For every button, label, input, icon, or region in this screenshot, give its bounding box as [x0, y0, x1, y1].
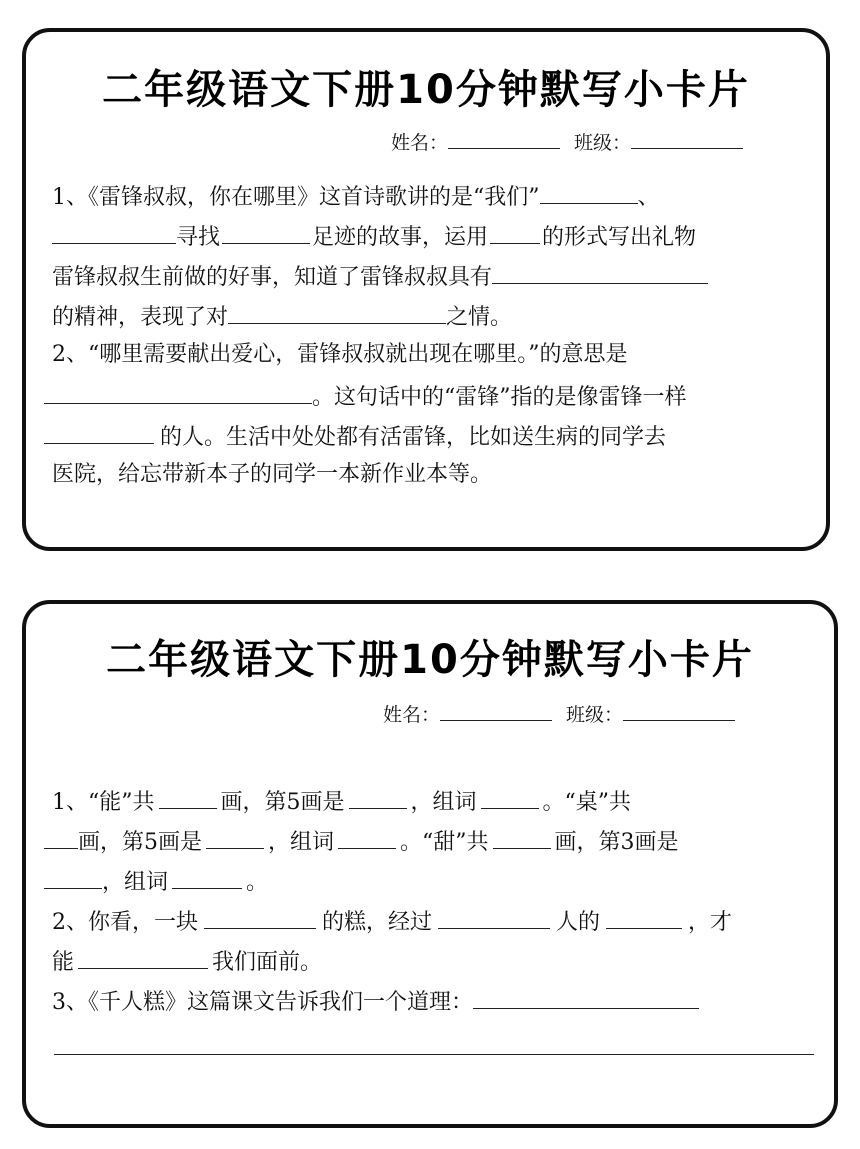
text: 的人。生活中处处都有活雷锋，比如送生病的同学去 [160, 425, 667, 450]
text: 2、你看，一块 [52, 910, 198, 935]
answer-blank[interactable] [44, 866, 102, 889]
text: 。 [246, 870, 269, 895]
text: 画，第3画是 [554, 830, 679, 855]
text: 。“甜”共 [400, 830, 489, 855]
text: 足迹的故事，运用 [312, 225, 489, 250]
question-2-line-2 [52, 946, 322, 974]
answer-blank[interactable] [44, 421, 154, 444]
question-2-line-2 [44, 381, 687, 409]
card-title: 二年级语文下册10分钟默写小卡片 [102, 67, 750, 113]
question-3-line-1 [52, 986, 699, 1014]
text: 雷锋叔叔生前做的好事，知道了雷锋叔叔具有 [52, 265, 493, 290]
question-1-line-2 [44, 826, 679, 854]
class-blank[interactable] [631, 130, 743, 149]
question-1-line-3 [52, 261, 708, 289]
dictation-card-1 [22, 28, 830, 551]
class-label: 班级： [566, 704, 624, 726]
class-label: 班级： [574, 132, 632, 154]
question-2-line-4 [52, 461, 492, 489]
text: 、 [637, 185, 660, 210]
dictation-card-2 [22, 600, 838, 1128]
question-1-line-1 [52, 181, 660, 209]
text: 画，第5画是 [78, 830, 202, 855]
answer-blank[interactable] [78, 946, 208, 969]
text: 医院，给忘带新本子的同学一本新作业本等。 [52, 462, 493, 487]
answer-blank[interactable] [490, 221, 540, 244]
answer-blank[interactable] [172, 866, 242, 889]
answer-blank[interactable] [44, 381, 312, 404]
name-blank[interactable] [440, 702, 552, 721]
text: 的精神，表现了对 [52, 305, 229, 330]
text: 人的 [556, 910, 601, 935]
text: ，组词 [410, 790, 477, 815]
answer-blank[interactable] [338, 826, 396, 849]
text: 2、“哪里需要献出爱心，雷锋叔叔就出现在哪里。”的意思是 [52, 342, 628, 367]
name-label: 姓名： [391, 132, 449, 154]
answer-blank[interactable] [52, 221, 176, 244]
question-1-line-1 [52, 786, 631, 814]
question-2-line-1 [52, 341, 628, 369]
text: ，才 [688, 910, 733, 935]
question-2-line-3 [44, 421, 666, 449]
answer-blank[interactable] [206, 826, 264, 849]
answer-blank[interactable] [540, 181, 638, 204]
student-info-row [391, 128, 757, 155]
text: 我们面前。 [212, 950, 323, 975]
card-title: 二年级语文下册10分钟默写小卡片 [106, 637, 754, 683]
answer-blank[interactable] [349, 786, 407, 809]
answer-blank[interactable] [222, 221, 310, 244]
answer-blank[interactable] [492, 261, 708, 284]
answer-blank[interactable] [493, 826, 551, 849]
text: 的形式写出礼物 [542, 225, 697, 250]
text: ，组词 [268, 830, 335, 855]
text: 寻找 [176, 225, 221, 250]
answer-blank[interactable] [606, 906, 682, 929]
question-1-line-3 [44, 866, 268, 894]
text: 。这句话中的“雷锋”指的是像雷锋一样 [312, 385, 687, 410]
answer-blank[interactable] [204, 906, 316, 929]
text: 1、“能”共 [52, 790, 155, 815]
answer-blank[interactable] [228, 301, 446, 324]
answer-blank[interactable] [473, 986, 699, 1009]
text: 的糕，经过 [322, 910, 433, 935]
question-2-line-1 [52, 906, 732, 934]
text: 1、《雷锋叔叔，你在哪里》这首诗歌讲的是“我们” [52, 185, 540, 210]
text: 画，第5画是 [220, 790, 345, 815]
name-label: 姓名： [383, 704, 441, 726]
answer-blank[interactable] [481, 786, 539, 809]
text: 能 [52, 950, 75, 975]
name-blank[interactable] [448, 130, 560, 149]
student-info-row [383, 700, 749, 727]
answer-blank[interactable] [44, 826, 78, 849]
text: 。“桌”共 [542, 790, 632, 815]
class-blank[interactable] [623, 702, 735, 721]
text: 之情。 [446, 305, 513, 330]
answer-blank[interactable] [438, 906, 550, 929]
answer-blank[interactable] [159, 786, 217, 809]
text: ，组词 [102, 870, 169, 895]
question-1-line-2 [52, 221, 696, 249]
question-1-line-4 [52, 301, 512, 329]
answer-line[interactable] [54, 1054, 814, 1055]
text: 3、《千人糕》这篇课文告诉我们一个道理： [52, 990, 473, 1015]
